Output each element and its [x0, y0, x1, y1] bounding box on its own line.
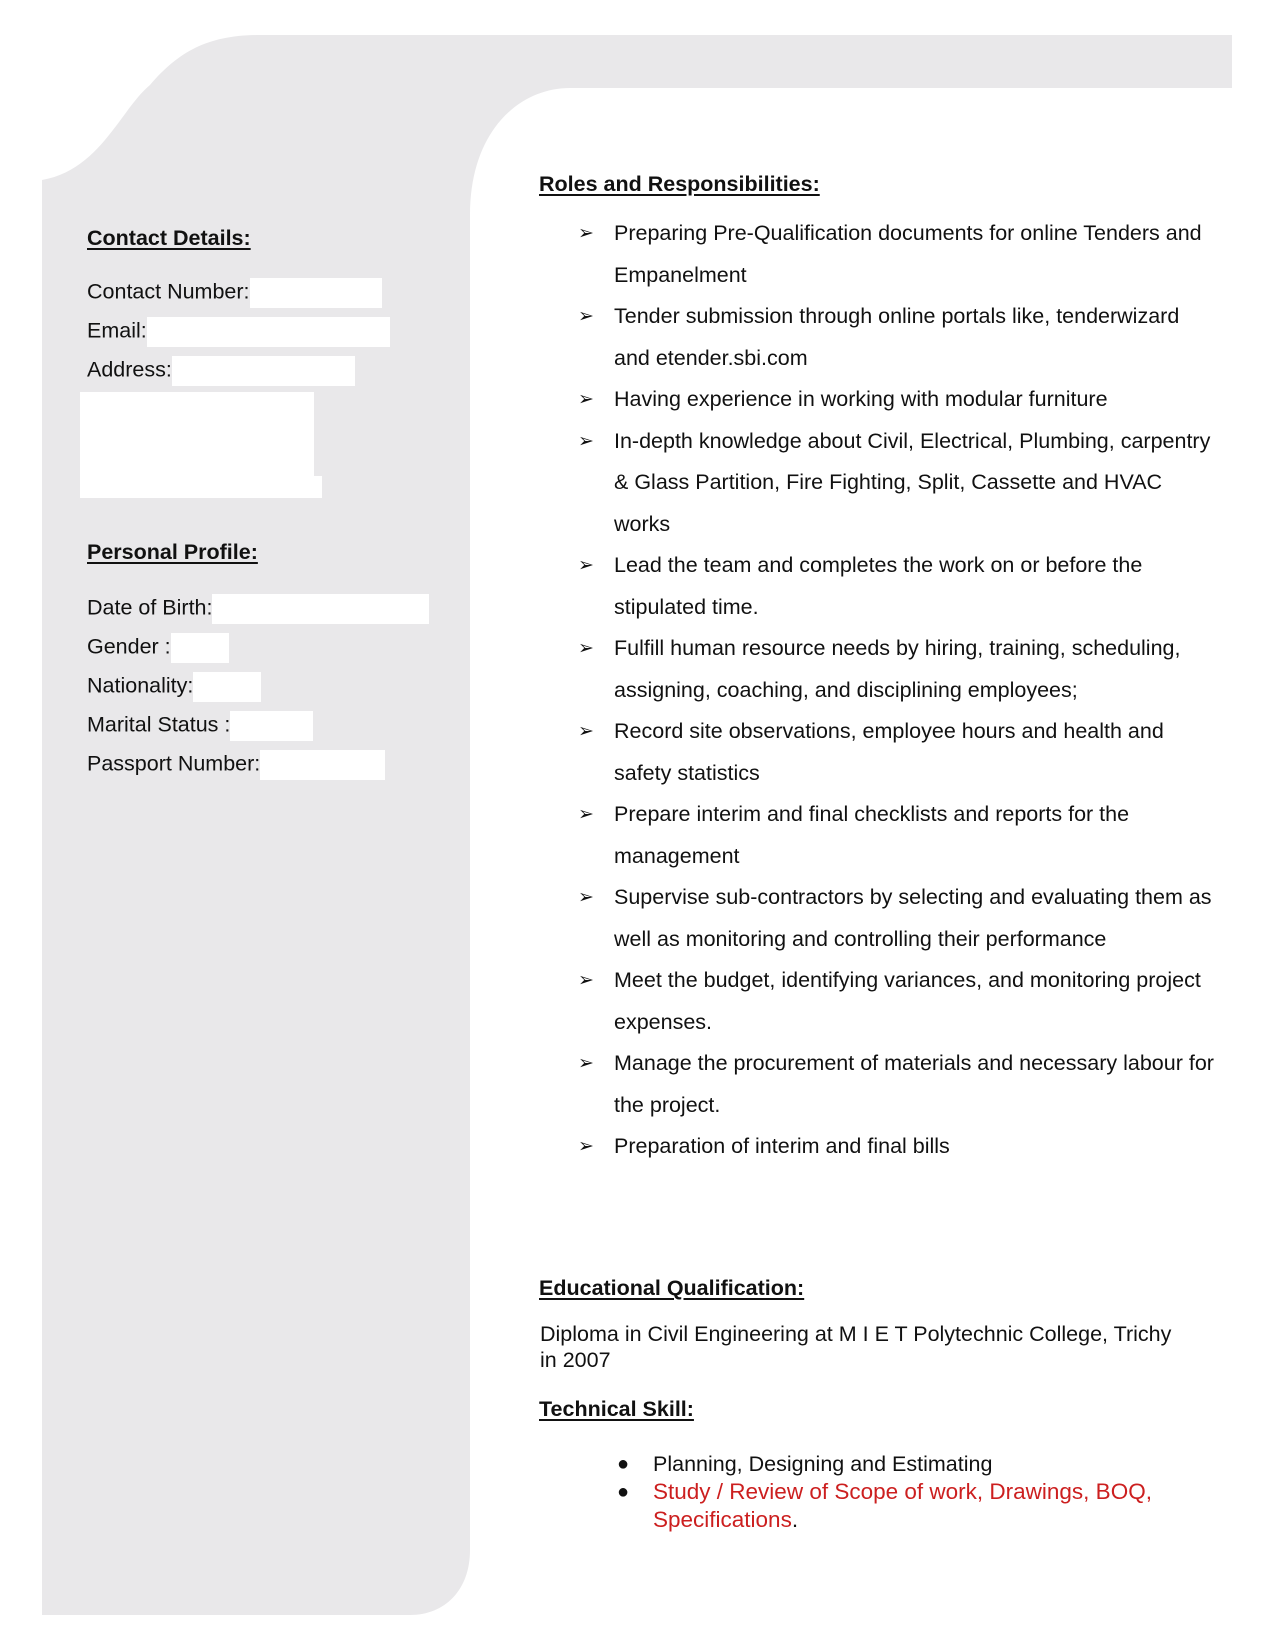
list-item: ➢ Supervise sub-contractors by selecting and evaluating them as well as monitoring and controlling their performance	[578, 877, 1218, 960]
address-block-redaction-tail	[80, 476, 322, 498]
contact-number-field	[87, 278, 382, 308]
email-field	[87, 317, 390, 347]
arrow-bullet-icon: ➢	[578, 555, 594, 576]
passport-label: Passport Number:	[87, 751, 261, 776]
arrow-bullet-icon: ➢	[578, 804, 594, 825]
bullet-dot-icon: ●	[617, 1481, 630, 1503]
arrow-bullet-icon: ➢	[578, 887, 594, 908]
arrow-bullet-icon: ➢	[578, 1136, 594, 1157]
marital-status-redaction	[230, 711, 313, 741]
list-item: ➢ Having experience in working with modular furniture	[578, 379, 1218, 421]
gender-redaction	[171, 633, 229, 663]
email-label: Email:	[87, 318, 147, 343]
bullet-dot-icon: ●	[617, 1453, 630, 1475]
passport-redaction	[260, 750, 385, 780]
list-item: ➢ Meet the budget, identifying variances, and monitoring project expenses.	[578, 960, 1218, 1043]
gender-field	[87, 633, 229, 663]
address-label: Address:	[87, 357, 172, 382]
arrow-bullet-icon: ➢	[578, 223, 594, 244]
arrow-bullet-icon: ➢	[578, 430, 594, 452]
address-redaction	[172, 356, 355, 386]
list-item: ➢ Record site observations, employee hours and health and safety statistics	[578, 711, 1218, 794]
list-item: ● Study / Review of Scope of work, Drawings, BOQ, Specifications.	[617, 1479, 1152, 1532]
nationality-redaction	[193, 672, 261, 702]
list-item: ➢ Lead the team and completes the work on or before the stipulated time.	[578, 545, 1218, 628]
dob-field	[87, 594, 429, 624]
list-item: ➢ Manage the procurement of materials and necessary labour for the project.	[578, 1043, 1218, 1126]
roles-list	[578, 213, 1218, 1168]
roles-heading: Roles and Responsibilities:	[539, 172, 820, 196]
contact-number-label: Contact Number:	[87, 279, 250, 304]
marital-status-field	[87, 711, 313, 741]
arrow-bullet-icon: ➢	[578, 306, 594, 327]
list-item: ➢ Preparing Pre-Qualification documents for online Tenders and Empanelment	[578, 213, 1218, 296]
technical-skill-heading: Technical Skill:	[539, 1397, 694, 1421]
education-heading: Educational Qualification:	[539, 1276, 805, 1300]
arrow-bullet-icon: ➢	[578, 638, 594, 659]
nationality-field	[87, 672, 261, 702]
dob-label: Date of Birth:	[87, 595, 213, 620]
list-item: ➢ Prepare interim and final checklists and reports for the management	[578, 794, 1218, 877]
list-item: ➢ Preparation of interim and final bills	[578, 1126, 1218, 1168]
education-text: Diploma in Civil Engineering at M I E T Polytechnic College, Trichy in 2007	[540, 1322, 1172, 1372]
list-item: ➢ Fulfill human resource needs by hiring, training, scheduling, assigning, coaching, and disciplining employees;	[578, 628, 1218, 711]
contact-details-heading: Contact Details:	[87, 226, 251, 250]
list-item: ➢ Tender submission through online portals like, tenderwizard and etender.sbi.com	[578, 296, 1218, 379]
personal-profile-heading: Personal Profile:	[87, 540, 258, 564]
address-field	[87, 356, 355, 386]
gender-label: Gender :	[87, 634, 171, 659]
list-item: ● Planning, Designing and Estimating	[617, 1452, 993, 1476]
email-redaction	[147, 317, 390, 347]
arrow-bullet-icon: ➢	[578, 1053, 594, 1074]
nationality-label: Nationality:	[87, 673, 194, 698]
arrow-bullet-icon: ➢	[578, 721, 594, 742]
skills-list	[617, 1450, 1173, 1534]
marital-status-label: Marital Status :	[87, 712, 231, 737]
arrow-bullet-icon: ➢	[578, 970, 594, 991]
contact-number-redaction	[250, 278, 382, 308]
arrow-bullet-icon: ➢	[578, 389, 594, 410]
list-item: ➢ In-depth knowledge about Civil, Electrical, Plumbing, carpentry & Glass Partition, Fire Fighting, Split, Cassette and HVAC works	[578, 421, 1218, 546]
passport-field	[87, 750, 385, 780]
dob-redaction	[212, 594, 429, 624]
